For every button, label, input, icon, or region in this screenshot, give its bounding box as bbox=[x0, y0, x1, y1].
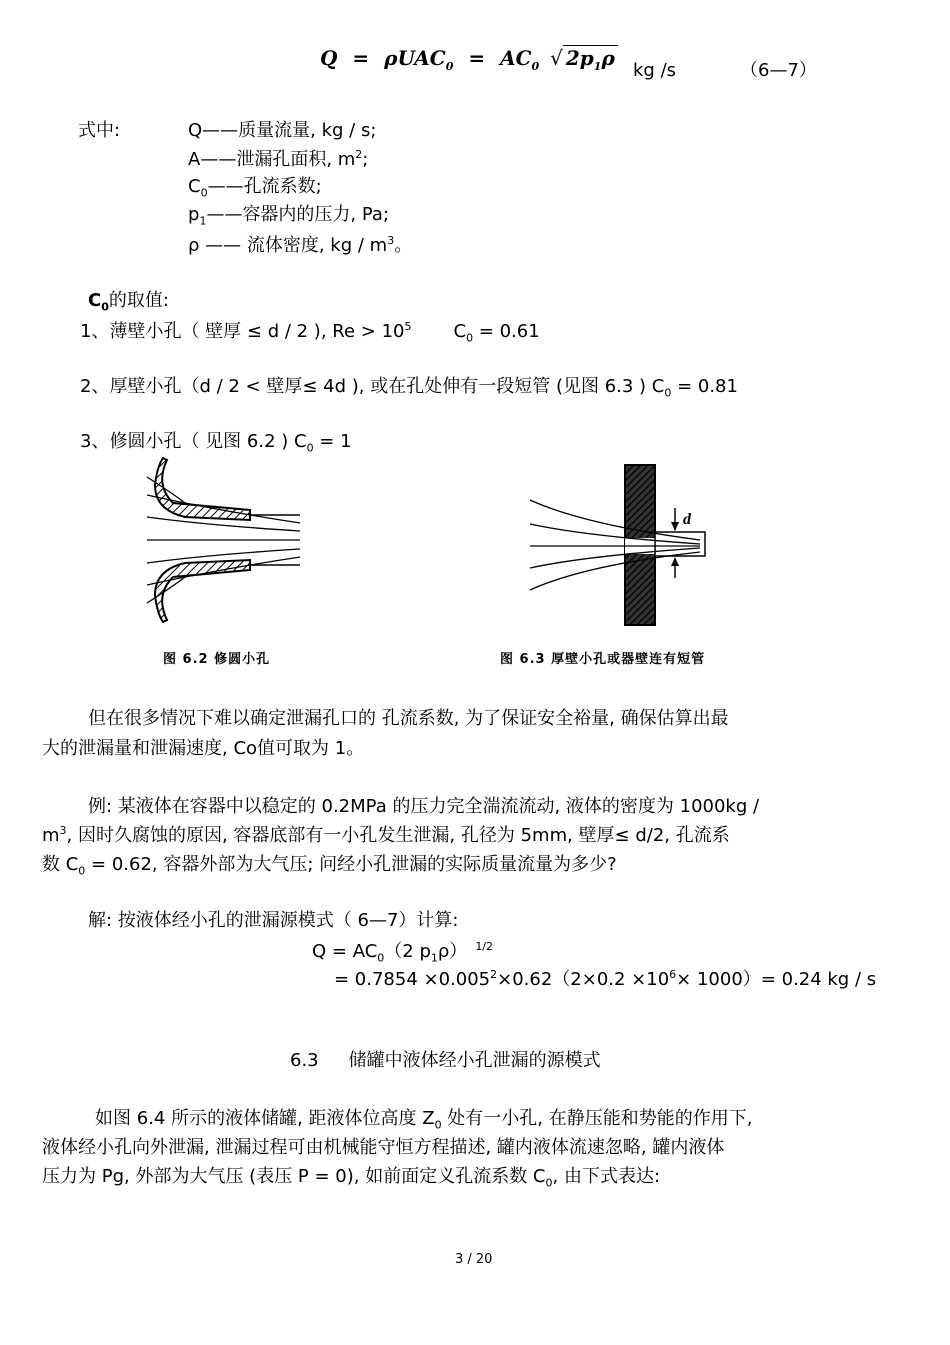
def-rho-text: ρ —— 流体密度, kg / m bbox=[188, 235, 388, 256]
page-number: 3 / 20 bbox=[455, 1252, 493, 1267]
example-line-1: 例: 某液体在容器中以稳定的 0.2MPa 的压力完全湍流流动, 液体的密度为 1000kg / bbox=[88, 796, 760, 817]
eq-equals-2: = bbox=[468, 46, 486, 70]
c0-item-3-sub: 0 bbox=[306, 441, 314, 455]
paragraph-2-line-1 bbox=[95, 1108, 752, 1132]
def-p1 bbox=[188, 204, 389, 228]
example-line-2-text: , 因时久腐蚀的原因, 容器底部有一小孔发生泄漏, 孔径为 5mm, 壁厚≤ d/2, 孔流系 bbox=[66, 825, 730, 846]
c0-heading-text: 的取值: bbox=[108, 290, 169, 311]
solution-f1-sub0: 0 bbox=[377, 951, 385, 965]
para2-l1-sub: 0 bbox=[434, 1118, 442, 1132]
solution-f2-sup6: 6 bbox=[669, 968, 677, 981]
eq-c0-subscript: 0 bbox=[445, 60, 454, 73]
solution-f2-c: × 1000）= 0.24 kg / s bbox=[676, 969, 877, 990]
def-c0 bbox=[188, 176, 322, 200]
paragraph-2-line-2: 液体经小孔向外泄漏, 泄漏过程可由机械能守恒方程描述, 罐内液体流速忽略, 罐内液体 bbox=[42, 1137, 725, 1158]
example-m: m bbox=[42, 825, 60, 846]
c0-item-1-sup: 5 bbox=[404, 320, 412, 333]
c0-item-3-value: = 1 bbox=[313, 431, 352, 452]
solution-formula-2 bbox=[334, 968, 876, 991]
def-a-text: A——泄漏孔面积, m bbox=[188, 149, 356, 170]
example-m-sup: 3 bbox=[59, 824, 67, 837]
c0-heading bbox=[88, 290, 169, 314]
c0-item-3-text: 3、修圆小孔（ 见图 6.2 ) C bbox=[80, 431, 307, 452]
solution-f1-b: （2 p bbox=[384, 941, 431, 962]
c0-item-1 bbox=[80, 320, 540, 345]
c0-item-2-value: = 0.81 bbox=[671, 376, 738, 397]
def-rho-sup: 3 bbox=[387, 234, 395, 247]
paragraph-2-line-3 bbox=[42, 1166, 660, 1190]
example-line-2 bbox=[42, 824, 730, 847]
def-rho-end: 。 bbox=[394, 235, 413, 256]
eq-c0-subscript-2: 0 bbox=[531, 60, 540, 73]
eq-rho: ρ bbox=[384, 46, 398, 70]
eq-uac: UAC bbox=[397, 46, 446, 70]
def-a-end: ; bbox=[362, 149, 369, 170]
section-title: 储罐中液体经小孔泄漏的源模式 bbox=[348, 1050, 601, 1071]
c0-item-2-text: 2、厚壁小孔（d / 2 < 壁厚≤ 4d ), 或在孔处伸有一段短管 (见图 6.3 ) C bbox=[80, 376, 665, 397]
defs-label: 式中: bbox=[78, 120, 121, 141]
eq-rho-2: ρ bbox=[601, 46, 615, 70]
section-number: 6.3 bbox=[290, 1050, 319, 1071]
eq-p1-subscript: 1 bbox=[593, 60, 602, 73]
example-c-sub: 0 bbox=[78, 864, 86, 878]
figure-6-3-thick-wall-orifice bbox=[525, 460, 725, 630]
def-p1-sub: 1 bbox=[199, 214, 207, 228]
solution-f1-a: Q = AC bbox=[312, 941, 378, 962]
solution-line-1: 解: 按液体经小孔的泄漏源模式（ 6—7）计算: bbox=[88, 910, 459, 931]
def-c0-text: ——孔流系数; bbox=[207, 176, 322, 197]
eq-ac: AC bbox=[500, 46, 532, 70]
example-line-3-text: = 0.62, 容器外部为大气压; 问经小孔泄漏的实际质量流量为多少? bbox=[85, 854, 617, 875]
para2-l3-a: 压力为 Pg, 外部为大气压 (表压 P = 0), 如前面定义孔流系数 C bbox=[42, 1166, 546, 1187]
solution-f2-a: = 0.7854 ×0.005 bbox=[334, 969, 491, 990]
para2-l3-sub: 0 bbox=[545, 1176, 553, 1190]
def-c0-sub: 0 bbox=[200, 186, 208, 200]
solution-f2-b: ×0.62（2×0.2 ×10 bbox=[497, 969, 670, 990]
c0-item-3 bbox=[80, 431, 352, 455]
para2-l1-b: 处有一小孔, 在静压能和势能的作用下, bbox=[441, 1108, 753, 1129]
eq-sqrt-body bbox=[563, 45, 618, 73]
c0-item-1-c: C bbox=[453, 321, 467, 342]
solution-f1-sup: 1/2 bbox=[475, 940, 494, 953]
figure-6-3-caption: 图 6.3 厚壁小孔或器壁连有短管 bbox=[500, 652, 706, 667]
eq-equals-1: = bbox=[352, 46, 370, 70]
paragraph-1-line-2: 大的泄漏量和泄漏速度, Co值可取为 1。 bbox=[42, 738, 365, 759]
c0-item-2 bbox=[80, 376, 738, 400]
figure-6-2-rounded-orifice bbox=[145, 455, 315, 625]
section-heading bbox=[290, 1050, 601, 1072]
c0-heading-sub: 0 bbox=[101, 300, 109, 314]
def-rho bbox=[188, 234, 412, 257]
c0-item-1-text: 1、薄壁小孔（ 壁厚 ≤ d / 2 ), Re > 10 bbox=[80, 321, 405, 342]
c0-item-1-value: = 0.61 bbox=[473, 321, 540, 342]
eq-q: Q bbox=[320, 46, 338, 70]
def-q: Q——质量流量, kg / s; bbox=[188, 120, 377, 141]
para2-l3-b: , 由下式表达: bbox=[552, 1166, 661, 1187]
solution-f1-sub1: 1 bbox=[430, 951, 438, 965]
figure-6-2-caption: 图 6.2 修圆小孔 bbox=[163, 652, 271, 667]
solution-formula-1 bbox=[312, 940, 493, 965]
solution-f1-c: ρ） bbox=[437, 941, 468, 962]
equation-6-7 bbox=[320, 46, 618, 73]
sqrt-icon: √ bbox=[550, 46, 563, 70]
eq-2p: 2p bbox=[565, 46, 594, 70]
solution-f2-sup2: 2 bbox=[490, 968, 498, 981]
d-label: d bbox=[683, 511, 691, 528]
def-c0-c: C bbox=[188, 176, 201, 197]
c0-heading-c: C bbox=[88, 290, 102, 311]
example-c: 数 C bbox=[42, 854, 79, 875]
para2-l1-a: 如图 6.4 所示的液体储罐, 距液体位高度 Z bbox=[95, 1108, 435, 1129]
paragraph-1-line-1: 但在很多情况下难以确定泄漏孔口的 孔流系数, 为了保证安全裕量, 确保估算出最 bbox=[88, 708, 729, 729]
def-a-sup: 2 bbox=[355, 148, 363, 161]
def-p1-p: p bbox=[188, 204, 200, 225]
eq-unit: kg /s bbox=[633, 60, 677, 81]
c0-item-1-sub: 0 bbox=[466, 331, 474, 345]
c0-item-2-sub: 0 bbox=[664, 386, 672, 400]
def-a bbox=[188, 148, 368, 171]
def-p1-text: ——容器内的压力, Pa; bbox=[206, 204, 390, 225]
eq-number: （6—7） bbox=[740, 60, 817, 81]
example-line-3 bbox=[42, 854, 617, 878]
